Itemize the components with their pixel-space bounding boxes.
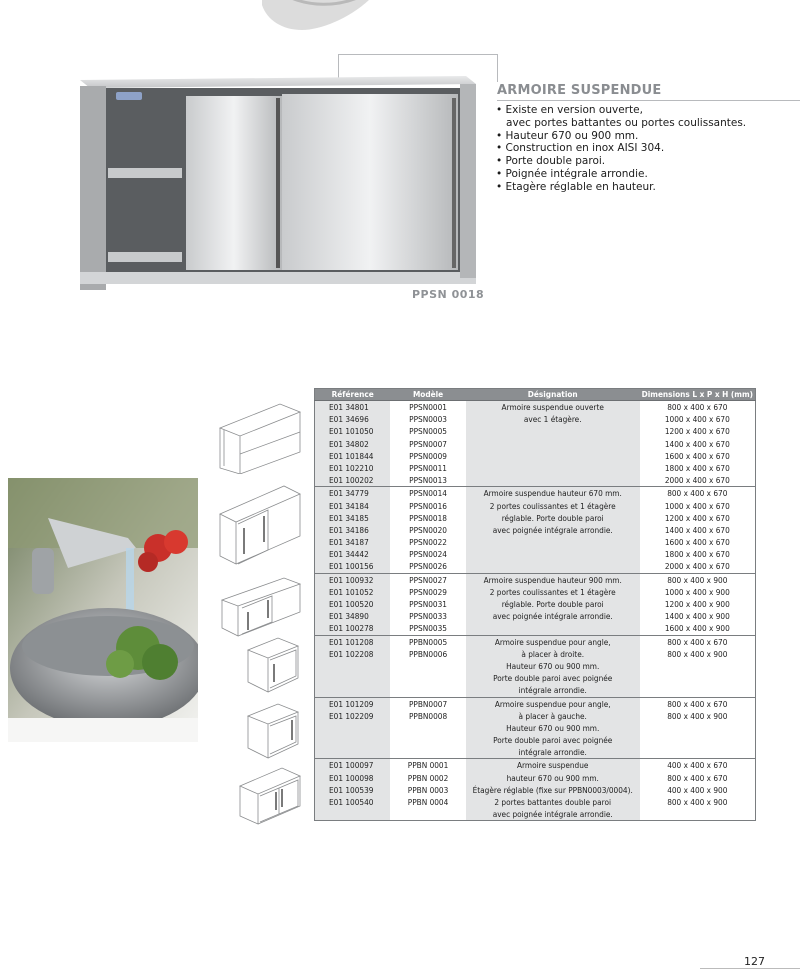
reference-cell-line xyxy=(329,722,390,734)
reference-cell-line: E01 34185 xyxy=(329,512,369,523)
model-cell xyxy=(390,697,466,759)
dimensions-cell-line xyxy=(640,660,755,672)
dimensions-cell-line: 2000 x 400 x 670 xyxy=(664,475,730,486)
reference-cell-line xyxy=(329,808,390,820)
column-header-dimensions: Dimensions L x P x H (mm) xyxy=(640,389,756,401)
designation-cell-line: réglable. Porte double paroi xyxy=(501,512,604,523)
designation-cell-line: 2 portes coulissantes et 1 étagère xyxy=(489,586,616,597)
dimensions-cell xyxy=(640,401,756,487)
table-row xyxy=(315,635,756,697)
feature-item: • Hauteur 670 ou 900 mm. xyxy=(496,129,639,142)
dimensions-cell-line: 800 x 400 x 670 xyxy=(667,402,728,412)
dimensions-cell-line: 800 x 400 x 900 xyxy=(667,648,728,659)
dimensions-cell-line: 2000 x 400 x 670 xyxy=(664,561,730,572)
designation-cell-line: Hauteur 670 ou 900 mm. xyxy=(506,722,600,733)
dimensions-cell-line: 400 x 400 x 900 xyxy=(667,784,728,795)
reference-cell xyxy=(315,697,391,759)
designation-cell-line: à placer à gauche. xyxy=(518,710,587,721)
dimensions-cell-line: 1200 x 400 x 670 xyxy=(664,512,730,523)
model-cell xyxy=(390,573,466,635)
reference-cell-line: E01 100202 xyxy=(329,475,374,486)
dimensions-cell xyxy=(640,759,756,821)
designation-cell-line: 2 portes battantes double paroi xyxy=(494,797,612,807)
reference-cell-line: E01 102210 xyxy=(329,462,374,473)
reference-cell-line: E01 102208 xyxy=(329,648,374,659)
model-cell xyxy=(390,759,466,821)
product-title: ARMOIRE SUSPENDUE xyxy=(497,83,662,98)
model-cell-line: PPSN0007 xyxy=(409,438,447,449)
designation-cell-line xyxy=(466,560,640,572)
designation-cell-line: Étagère réglable (fixe sur PPBN0003/0004). xyxy=(472,784,633,795)
designation-cell-line: Porte double paroi avec poignée xyxy=(493,735,613,746)
dimensions-cell-line: 800 x 400 x 900 xyxy=(667,797,728,807)
dimensions-cell-line xyxy=(640,734,755,746)
model-cell-line: PPSN0029 xyxy=(409,586,447,597)
model-cell-line: PPSN0016 xyxy=(409,500,447,511)
designation-cell xyxy=(466,487,640,573)
designation-cell-line: Armoire suspendue pour angle, xyxy=(494,698,611,709)
spec-table xyxy=(314,388,756,821)
reference-cell-line: E01 34801 xyxy=(329,402,369,412)
column-header-reference: Référence xyxy=(315,389,391,401)
dimensions-cell-line: 800 x 400 x 670 xyxy=(667,636,728,647)
model-cell-line: PPBN 0002 xyxy=(407,772,449,783)
designation-cell-line: réglable. Porte double paroi xyxy=(501,599,604,609)
designation-cell-line: intégrale arrondie. xyxy=(518,685,587,696)
designation-cell-line: Hauteur 670 ou 900 mm. xyxy=(506,660,600,671)
reference-cell-line xyxy=(329,746,390,758)
model-cell-line: PPSN0033 xyxy=(409,611,447,622)
dimensions-cell-line: 400 x 400 x 670 xyxy=(667,760,728,771)
designation-cell-line: intégrale arrondie. xyxy=(518,747,587,758)
designation-cell-line: à placer à droite. xyxy=(521,648,585,659)
model-cell-line: PPSN0035 xyxy=(409,623,447,634)
reference-cell xyxy=(315,573,391,635)
dimensions-cell-line: 1600 x 400 x 670 xyxy=(664,450,730,461)
reference-cell-line: E01 100278 xyxy=(329,623,374,634)
dimensions-cell-line: 800 x 400 x 670 xyxy=(667,772,728,783)
designation-cell-line xyxy=(466,462,640,474)
dimensions-cell-line: 1800 x 400 x 670 xyxy=(664,462,730,473)
dimensions-cell-line: 1400 x 400 x 670 xyxy=(664,438,730,449)
model-cell-line xyxy=(390,808,466,820)
dimensions-cell-line xyxy=(640,672,755,684)
designation-cell xyxy=(466,697,640,759)
reference-cell-line: E01 34802 xyxy=(329,438,369,449)
reference-cell-line: E01 34890 xyxy=(329,611,369,622)
hinged-door-cabinet-drawing xyxy=(238,766,302,828)
designation-cell-line: Armoire suspendue ouverte xyxy=(501,402,604,412)
dimensions-cell xyxy=(640,487,756,573)
dimensions-cell-line: 1600 x 400 x 670 xyxy=(664,537,730,548)
designation-cell-line: avec 1 étagère. xyxy=(523,414,582,425)
column-header-designation: Désignation xyxy=(466,389,640,401)
dimensions-cell-line: 1800 x 400 x 670 xyxy=(664,549,730,560)
table-group xyxy=(315,697,756,759)
photo-caption: PPSN 0018 xyxy=(412,288,485,301)
reference-cell-line: E01 100156 xyxy=(329,561,374,572)
model-cell-line: PPBN 0001 xyxy=(407,760,449,771)
designation-cell-line xyxy=(466,450,640,462)
title-rule xyxy=(497,100,800,101)
model-cell-line: PPSN0026 xyxy=(409,561,447,572)
footer-rule xyxy=(700,968,800,969)
sliding-door-cabinet-900-drawing xyxy=(220,576,302,638)
dimensions-cell-line: 1600 x 400 x 900 xyxy=(664,623,730,634)
model-cell-line: PPSN0011 xyxy=(409,462,447,473)
table-header-row xyxy=(315,389,756,401)
model-cell-line: PPBN0008 xyxy=(408,710,448,721)
reference-cell-line xyxy=(329,734,390,746)
model-cell-line: PPSN0014 xyxy=(409,488,447,499)
designation-cell-line xyxy=(466,536,640,548)
model-cell xyxy=(390,401,466,487)
designation-cell-line: Armoire suspendue xyxy=(516,760,589,771)
table-group xyxy=(315,401,756,487)
table-group xyxy=(315,759,756,821)
reference-cell-line: E01 102209 xyxy=(329,710,374,721)
open-cabinet-drawing xyxy=(218,402,302,474)
reference-cell-line: E01 34184 xyxy=(329,500,369,511)
table-group xyxy=(315,635,756,697)
designation-cell-line xyxy=(466,474,640,486)
reference-cell-line: E01 101844 xyxy=(329,450,374,461)
model-cell xyxy=(390,487,466,573)
reference-cell-line: E01 100540 xyxy=(329,797,374,807)
model-cell-line: PPBN0007 xyxy=(408,698,448,709)
corner-cabinet-left-drawing xyxy=(246,702,300,764)
model-cell xyxy=(390,635,466,697)
dimensions-cell-line: 800 x 400 x 900 xyxy=(667,574,728,585)
reference-cell-line xyxy=(329,672,390,684)
reference-cell xyxy=(315,487,391,573)
table-row xyxy=(315,759,756,821)
model-cell-line xyxy=(390,746,466,758)
dimensions-cell-line: 800 x 400 x 900 xyxy=(667,710,728,721)
model-cell-line: PPSN0005 xyxy=(409,426,447,437)
reference-cell-line: E01 100520 xyxy=(329,599,374,609)
designation-cell xyxy=(466,635,640,697)
reference-cell-line: E01 34187 xyxy=(329,537,369,548)
reference-cell xyxy=(315,759,391,821)
reference-cell xyxy=(315,401,391,487)
designation-cell-line: Porte double paroi avec poignée xyxy=(493,673,613,684)
reference-cell-line: E01 34779 xyxy=(329,488,369,499)
reference-cell xyxy=(315,635,391,697)
designation-cell-line: Armoire suspendue hauteur 900 mm. xyxy=(483,574,622,585)
feature-item: • Etagère réglable en hauteur. xyxy=(496,180,656,193)
designation-cell-line: hauteur 670 ou 900 mm. xyxy=(506,772,599,783)
model-cell-line: PPSN0031 xyxy=(409,599,447,609)
reference-cell-line: E01 100539 xyxy=(329,784,374,795)
corner-cabinet-right-drawing xyxy=(246,636,300,700)
kitchen-photo xyxy=(8,478,198,742)
reference-cell-line: E01 34186 xyxy=(329,524,369,535)
dimensions-cell-line xyxy=(640,722,755,734)
designation-cell xyxy=(466,401,640,487)
model-cell-line: PPSN0003 xyxy=(409,414,447,425)
designation-cell-line: avec poignée intégrale arrondie. xyxy=(492,611,613,622)
column-header-model: Modèle xyxy=(390,389,466,401)
feature-item: • Existe en version ouverte, xyxy=(496,104,643,116)
reference-cell-line: E01 101052 xyxy=(329,586,374,597)
model-cell-line: PPBN0006 xyxy=(408,648,448,659)
reference-cell-line: E01 100098 xyxy=(329,772,374,783)
designation-cell-line: Armoire suspendue pour angle, xyxy=(494,636,611,647)
dimensions-cell-line: 1400 x 400 x 900 xyxy=(664,611,730,622)
dimensions-cell-line: 1000 x 400 x 670 xyxy=(664,500,730,511)
table-row xyxy=(315,401,756,487)
designation-cell xyxy=(466,573,640,635)
page-number: 127 xyxy=(744,955,765,968)
sliding-door-cabinet-670-drawing xyxy=(218,484,302,568)
designation-cell-line: avec poignée intégrale arrondie. xyxy=(492,524,613,535)
reference-cell-line: E01 101208 xyxy=(329,636,374,647)
dimensions-cell-line: 1000 x 400 x 900 xyxy=(664,586,730,597)
model-cell-line xyxy=(390,722,466,734)
feature-item: • Construction en inox AISI 304. xyxy=(496,142,665,155)
product-photo xyxy=(76,72,480,298)
dimensions-cell-line xyxy=(640,684,755,696)
designation-cell-line xyxy=(466,425,640,437)
designation-cell-line xyxy=(466,438,640,450)
designation-cell-line: avec poignée intégrale arrondie. xyxy=(492,809,613,820)
reference-cell-line: E01 100097 xyxy=(329,760,374,771)
dimensions-cell-line: 1400 x 400 x 670 xyxy=(664,524,730,535)
model-cell-line: PPSN0018 xyxy=(409,512,447,523)
model-cell-line xyxy=(390,734,466,746)
dimensions-cell-line: 1200 x 400 x 900 xyxy=(664,599,730,609)
model-cell-line: PPSN0024 xyxy=(409,549,447,560)
feature-item: • Poignée intégrale arrondie. xyxy=(496,167,648,180)
feature-list xyxy=(496,104,796,194)
model-cell-line: PPSN0022 xyxy=(409,537,447,548)
table-group xyxy=(315,573,756,635)
designation-cell-line: Armoire suspendue hauteur 670 mm. xyxy=(483,488,622,499)
model-cell-line xyxy=(390,672,466,684)
model-cell-line: PPBN0005 xyxy=(408,636,448,647)
dimensions-cell-line: 1000 x 400 x 670 xyxy=(664,414,730,425)
reference-cell-line: E01 34442 xyxy=(329,549,369,560)
designation-cell-line xyxy=(466,622,640,634)
dimensions-cell-line: 800 x 400 x 670 xyxy=(667,698,728,709)
feature-item: avec portes battantes ou portes coulissantes. xyxy=(496,116,747,129)
model-cell-line: PPBN 0004 xyxy=(407,797,449,807)
dimensions-cell-line xyxy=(640,808,755,820)
feature-item: • Porte double paroi. xyxy=(496,155,606,168)
dimensions-cell-line: 800 x 400 x 670 xyxy=(667,488,728,499)
designation-cell-line xyxy=(466,548,640,560)
model-cell-line: PPSN0013 xyxy=(409,475,447,486)
model-cell-line xyxy=(390,684,466,696)
model-cell-line: PPSN0027 xyxy=(409,574,447,585)
model-cell-line: PPSN0009 xyxy=(409,450,447,461)
designation-cell xyxy=(466,759,640,821)
table-group xyxy=(315,487,756,573)
top-decoration xyxy=(262,0,392,30)
dimensions-cell-line xyxy=(640,746,755,758)
dimensions-cell-line: 1200 x 400 x 670 xyxy=(664,426,730,437)
reference-cell-line: E01 101209 xyxy=(329,698,374,709)
model-cell-line: PPBN 0003 xyxy=(407,784,449,795)
reference-cell-line xyxy=(329,684,390,696)
dimensions-cell xyxy=(640,573,756,635)
reference-cell-line xyxy=(329,660,390,672)
reference-cell-line: E01 100932 xyxy=(329,574,374,585)
model-cell-line: PPSN0001 xyxy=(409,402,447,412)
table-row xyxy=(315,573,756,635)
reference-cell-line: E01 101050 xyxy=(329,426,374,437)
designation-cell-line: 2 portes coulissantes et 1 étagère xyxy=(489,500,616,511)
table-row xyxy=(315,487,756,573)
model-cell-line: PPSN0020 xyxy=(409,524,447,535)
model-cell-line xyxy=(390,660,466,672)
dimensions-cell xyxy=(640,697,756,759)
dimensions-cell xyxy=(640,635,756,697)
table-row xyxy=(315,697,756,759)
reference-cell-line: E01 34696 xyxy=(329,414,369,425)
